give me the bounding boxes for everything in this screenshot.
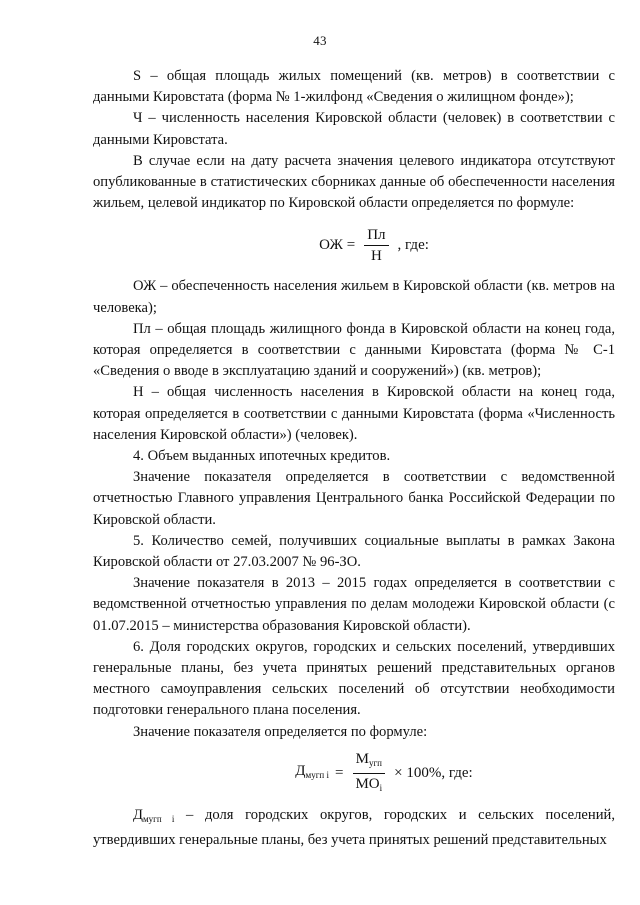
- paragraph-item-6: 6. Доля городских округов, городских и сельских поселений, утвердивших генеральные планы, без учета принятых решений представительных органов местного самоуправления сельских поселений об отсутствии необходимости подготовки генерального плана поселения.: [93, 638, 615, 719]
- formula2-fraction: [352, 750, 385, 797]
- formula2-num-sub: угп: [368, 758, 382, 769]
- formula2-lhs-main: Д: [295, 763, 306, 780]
- paragraph-s-definition: S – общая площадь жилых помещений (кв. метров) в соответствии с данными Кировстата (форма № 1-жилфонд «Сведения о жилищном фонде»);: [93, 68, 615, 106]
- paragraph-oj-definition: ОЖ – обеспеченность населения жильем в Кировской области (кв. метров на человека);: [93, 278, 615, 316]
- formula2-denominator: [352, 774, 385, 797]
- document-body: [93, 66, 615, 851]
- paragraph-formula-intro: Значение показателя определяется по формуле:: [133, 723, 428, 740]
- dugp-term-main: Д: [133, 806, 143, 823]
- paragraph-n-definition: Н – общая численность населения в Кировской области на конец года, которая определяется в соответствии с данными Кировстата (форма «Численность населения Кировской области») (человек).: [93, 384, 615, 443]
- formula2-tail: × 100%, где:: [394, 765, 473, 782]
- paragraph-item-4-value: Значение показателя определяется в соответствии с ведомственной отчетностью Главного управления Центрального банка Российской Федерации по Кировской области.: [93, 469, 615, 528]
- formula-numerator: Пл: [364, 226, 388, 246]
- formula2-lhs: [295, 761, 329, 786]
- paragraph-item-4: 4. Объем выданных ипотечных кредитов.: [133, 448, 391, 465]
- formula-suffix: , где:: [397, 236, 429, 253]
- formula-lhs: ОЖ =: [319, 236, 356, 253]
- paragraph-ch-definition: Ч – численность населения Кировской области (человек) в соответствии с данными Кировстата.: [93, 110, 615, 148]
- page-number: 43: [313, 33, 327, 48]
- formula2-equals: =: [334, 765, 344, 782]
- paragraph-dugp-definition: [93, 805, 615, 851]
- dugp-term-sub: мугп i: [142, 813, 175, 824]
- formula-fraction: [364, 226, 388, 265]
- formula-denominator: Н: [370, 247, 382, 264]
- formula-housing-provision: [93, 214, 615, 276]
- formula2-den-main: МО: [355, 776, 380, 793]
- dugp-definition-text: – доля городских округов, городских и сельских поселений, утвердивших генеральные планы, без учета принятых решений представительных: [93, 806, 615, 849]
- paragraph-item-5: 5. Количество семей, получивших социальные выплаты в рамках Закона Кировской области от 27.03.2007 № 96-ЗО.: [93, 532, 615, 571]
- formula2-numerator: [353, 750, 385, 774]
- paragraph-calculation-condition: В случае если на дату расчета значения целевого индикатора отсутствуют опубликованные в статистических сборниках данные об обеспеченности населения жильем, целевой индикатор по Кировской области определяется по формуле:: [93, 152, 615, 212]
- formula-general-plans-share: [93, 743, 615, 805]
- paragraph-item-5-value: Значение показателя в 2013 – 2015 годах определяется в соответствии с ведомственной отчетностью управления по делам молодежи Кировской области (с 01.07.2015 – министерства образования Кировской области).: [93, 575, 615, 634]
- paragraph-pl-definition: Пл – общая площадь жилищного фонда в Кировской области на конец года, которая определяется в соответствии с данными Кировстата (форма № С-1 «Сведения о вводе в эксплуатацию зданий и сооружений») (кв. метров);: [93, 320, 615, 380]
- formula2-lhs-sub: мугп i: [305, 770, 329, 781]
- formula2-num-main: М: [355, 751, 369, 768]
- formula2-den-sub: i: [379, 783, 383, 794]
